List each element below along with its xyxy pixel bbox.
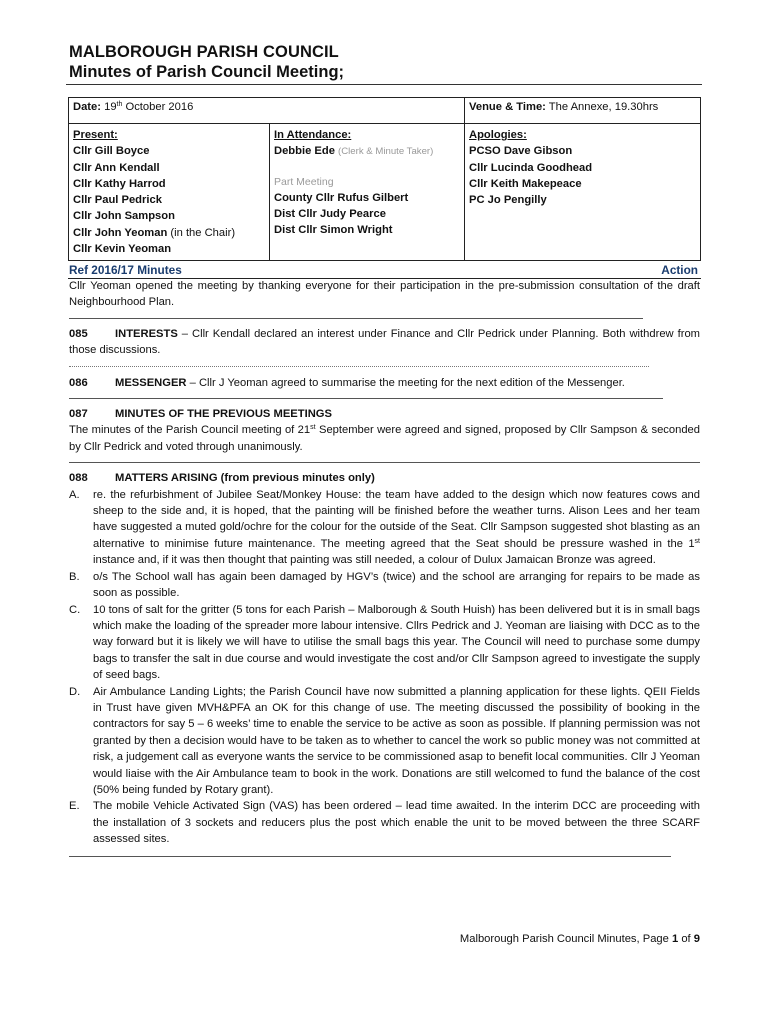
venue-cell (465, 98, 701, 124)
part-meeting-label: Part Meeting (274, 175, 334, 188)
footer-text: Malborough Parish Council Minutes, Page (459, 933, 672, 945)
sub-item-a (69, 487, 700, 569)
sub-item-d (69, 684, 700, 799)
minutes-reference-bar (68, 262, 701, 279)
council-title: MALBOROUGH PARISH COUNCIL (69, 43, 339, 61)
part-attendee: Dist Cllr Simon Wright (274, 224, 393, 237)
apologies-heading: Apologies: (469, 129, 527, 141)
sub-letter: B. (69, 570, 80, 583)
footer-of: of (678, 933, 694, 945)
present-member: Cllr Gill Boyce (73, 145, 150, 158)
sub-letter: D. (69, 685, 81, 698)
ordinal-suffix: st (694, 537, 700, 545)
item-086 (69, 375, 700, 391)
item-087-text (69, 422, 700, 455)
item-title: MESSENGER (115, 376, 187, 389)
venue-label: Venue & Time: (469, 101, 546, 113)
minutes-body (69, 278, 700, 864)
sub-text-part: re. the refurbishment of Jubilee Seat/Monkey House: the team have added to the design which now features cows and sheep to the side and, it is hoped, that the painting will be finished before the weather turns. Alison Lees and her team have suggested a muted gold/ochre for the colour for the outside of the Seat. Cllr Sampson suggested shot blasting as an alternative to minimise future maintenance. The meeting agreed that the Seat should be pressure washed in the 1 (93, 488, 700, 550)
sub-text: 10 tons of salt for the gritter (5 tons for each Parish – Malborough & South Huish) has been delivered but it is in small bags which make the loading of the spreader more labour intensive. Cllrs Pedrick and J. Yeoman are liaising with DCC as to the way forward but it is likely we will have to utilise the small bags this year. The Council will need to purchase some dumpy bags to transfer the salt in due course and would investigate the cost and/or Cllr Sampson agreed to investigate the supply of seed bags. (93, 603, 700, 682)
apology-name: Cllr Lucinda Goodhead (469, 161, 593, 174)
present-member: Cllr Ann Kendall (73, 161, 160, 174)
date-rest: October 2016 (125, 101, 194, 113)
present-cell (69, 124, 270, 261)
clerk-name: Debbie Ede (274, 145, 335, 158)
apology-name: Cllr Keith Makepeace (469, 177, 582, 190)
present-member: Cllr Kevin Yeoman (73, 243, 172, 256)
clerk-line (274, 143, 460, 160)
item-text: The minutes of the Parish Council meeting of 21 (69, 424, 311, 437)
document-subtitle: Minutes of Parish Council Meeting; (69, 63, 345, 81)
item-number: 087 (69, 408, 88, 421)
part-attendee: County Cllr Rufus Gilbert (274, 191, 409, 204)
present-heading: Present: (73, 129, 118, 141)
present-chair (73, 225, 265, 241)
item-number: 088 (69, 472, 88, 485)
item-text: September were agreed and signed, proposed by Cllr Sampson & seconded by Cllr Pedrick and voted through unanimously. (69, 424, 700, 453)
sub-item-b (69, 569, 700, 602)
date-day: 19 (104, 101, 117, 113)
separator (69, 398, 663, 399)
item-text: – Cllr Kendall declared an interest under Finance and Cllr Pedrick under Planning. Both withdrew from those discussions. (69, 327, 700, 357)
chair-note: (in the Chair) (170, 226, 236, 239)
present-member: Cllr John Sampson (73, 210, 175, 223)
apology-name: PC Jo Pengilly (469, 194, 547, 207)
sub-text: The mobile Vehicle Activated Sign (VAS) has been ordered – lead time awaited. In the interim DCC are proceeding with the installation of 3 sockets and reducers plus the post which enable the unit to be moved between the three SCARF assessed sites. (93, 800, 700, 846)
action-label: Action (661, 263, 698, 277)
part-attendee: Dist Cllr Judy Pearce (274, 208, 386, 221)
sub-letter: C. (69, 603, 81, 616)
item-number: 085 (69, 327, 88, 340)
item-088-heading (69, 470, 700, 486)
spacer (274, 161, 460, 174)
clerk-role: (Clerk & Minute Taker) (338, 146, 434, 158)
sub-text (93, 487, 700, 569)
attendance-cell (270, 124, 465, 261)
date-cell (69, 98, 465, 124)
item-text: – Cllr J Yeoman agreed to summarise the meeting for the next edition of the Messenger. (186, 376, 625, 389)
date-label: Date: (73, 101, 101, 113)
present-member: Cllr Kathy Harrod (73, 177, 166, 190)
separator (69, 318, 643, 319)
item-title: INTERESTS (115, 327, 178, 340)
sub-text: o/s The School wall has again been damaged by HGV’s (twice) and the school are arranging for repairs to be made as soon as possible. (93, 570, 700, 600)
item-087-heading (69, 406, 700, 422)
apologies-cell (465, 124, 701, 261)
item-number: 086 (69, 376, 88, 389)
sub-letter: E. (69, 800, 80, 813)
page-total: 9 (693, 933, 700, 945)
item-085 (69, 326, 700, 359)
meeting-details-table (68, 97, 701, 261)
date-suffix: th (116, 101, 123, 108)
sub-letter: A. (69, 488, 80, 501)
item-title: MINUTES OF THE PREVIOUS MEETINGS (115, 408, 332, 421)
item-title: MATTERS ARISING (from previous minutes only) (115, 472, 375, 485)
ordinal-suffix: st (310, 424, 316, 432)
page-number: 1 (671, 933, 679, 945)
attendance-heading: In Attendance: (274, 129, 352, 141)
venue-value: The Annexe, 19.30hrs (548, 101, 659, 113)
ref-label: Ref 2016/17 Minutes (69, 263, 182, 277)
separator (69, 856, 671, 857)
apology-name: PCSO Dave Gibson (469, 145, 573, 158)
sub-text: Air Ambulance Landing Lights; the Parish Council have now submitted a planning application for these lights. QEII Fields in Trust have given MVH&PFA an OK for this change of use. The meeting discussed the possibility of booking in the contractors for say 5 – 6 weeks’ time to enable the service to be active as soon as possible. If planning permission was not granted by then a decision would have to be taken as to whether to cancel the work so public money was not committed at risk, a judgement call as everyone wants the service to be commissioned asap to benefit local communities. Cllr J Yeoman would liaise with the Air Ambulance team to book in the work. Donations are still welcomed to fund the balance of the cost (50% being funded by Rotary grant). (93, 685, 700, 796)
separator (69, 462, 700, 463)
title-rule (66, 84, 702, 85)
intro-paragraph: Cllr Yeoman opened the meeting by thanking everyone for their participation in the pre-submission consultation of the draft Neighbourhood Plan. (69, 280, 700, 309)
sub-item-e (69, 798, 700, 847)
page-footer (460, 933, 700, 945)
sub-text-part: instance and, if it was then thought that painting was still needed, a colour of Dulux Jamaican Bronze was agreed. (93, 554, 656, 567)
present-member: Cllr Paul Pedrick (73, 194, 162, 207)
separator (69, 366, 649, 368)
chair-name: Cllr John Yeoman (73, 226, 168, 239)
sub-item-c (69, 602, 700, 684)
